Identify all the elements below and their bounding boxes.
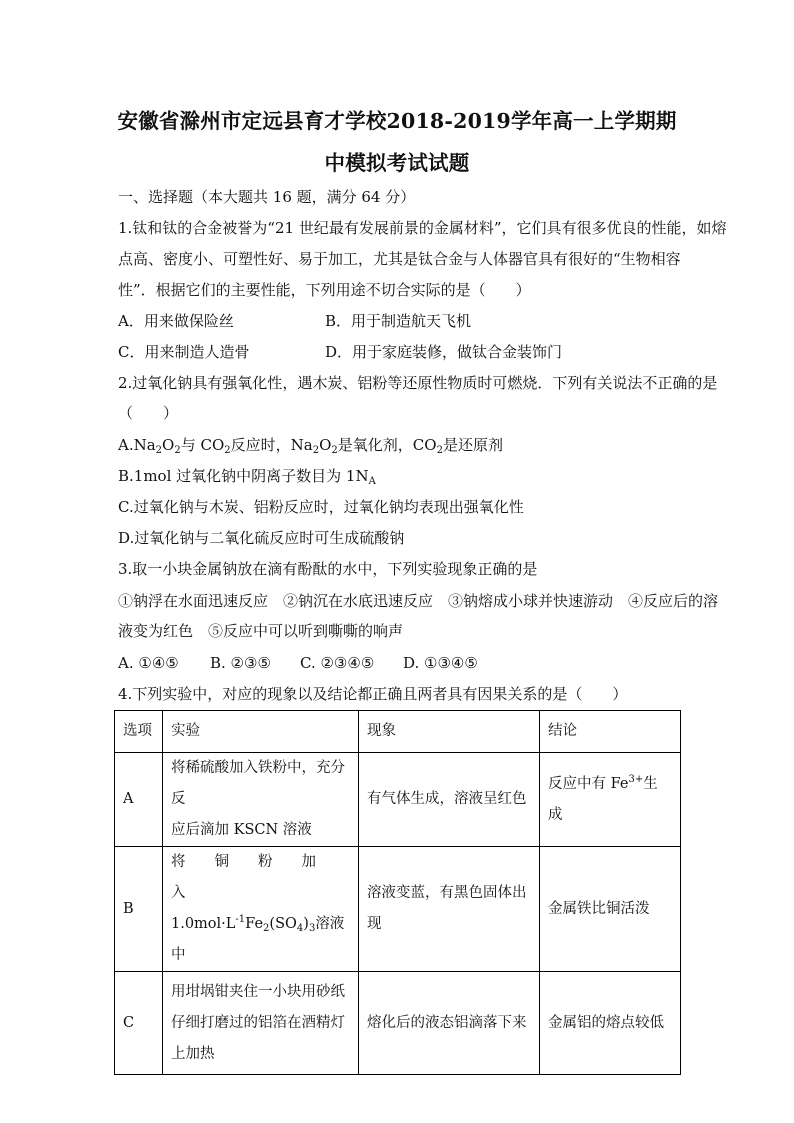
row-b-phenomenon: 溶液变蓝，有黑色固体出现 bbox=[359, 847, 540, 972]
row-a-experiment: 将稀硫酸加入铁粉中，充分反 应后滴加 KSCN 溶液 bbox=[163, 753, 359, 847]
q2-option-b: B.1mol 过氧化钠中阴离子数目为 $1N_A$ bbox=[118, 467, 376, 487]
row-c-experiment: 用坩埚钳夹住一小块用砂纸 仔细打磨过的铝箔在酒精灯 上加热 bbox=[163, 972, 359, 1075]
q1-option-d: D．用于家庭装修，做钛合金装饰门 bbox=[325, 343, 563, 361]
table-header-row bbox=[115, 711, 681, 753]
table-row bbox=[115, 847, 681, 972]
q2-option-a: $A.Na_2O_2$与 $CO_2$反应时，$Na_2O_2$是氧化剂，$CO_2$是还原剂 bbox=[118, 436, 503, 456]
q3-stem-line-2: ①钠浮在水面迅速反应 ②钠沉在水底迅速反应 ③钠熔成小球并快速游动 ④反应后的溶 bbox=[118, 592, 719, 610]
row-c-phenomenon: 熔化后的液态铝滴落下来 bbox=[359, 972, 540, 1075]
row-b-experiment: 将 铜 粉 加 入 $1.0mol\cdot L^{-1}Fe_2(SO_4)_3$溶液中 bbox=[163, 847, 359, 972]
q4-table bbox=[114, 710, 681, 1075]
q2-option-c: C.过氧化钠与木炭、铝粉反应时，过氧化钠均表现出强氧化性 bbox=[118, 498, 524, 516]
row-a-conclusion: 反应中有 $Fe^{3+}$生成 bbox=[540, 753, 681, 847]
section-heading: 一、选择题（本大题共 16 题，满分 64 分） bbox=[118, 188, 416, 206]
q1-stem-line-1: 1.钛和钛的合金被誉为“21 世纪最有发展前景的金属材料”，它们具有很多优良的性能，如熔 bbox=[118, 219, 727, 237]
q1-stem-line-2: 点高、密度小、可塑性好、易于加工，尤其是钛合金与人体器官具有很好的“生物相容 bbox=[118, 250, 681, 268]
row-b-option: B bbox=[115, 847, 163, 972]
row-c-option: C bbox=[115, 972, 163, 1075]
page-title-line-2: 中模拟考试试题 bbox=[324, 151, 470, 175]
header-conclusion: 结论 bbox=[540, 711, 681, 753]
q3-option-b: B. ②③⑤ bbox=[210, 654, 271, 672]
q3-option-a: A. ①④⑤ bbox=[118, 654, 179, 672]
table-row bbox=[115, 753, 681, 847]
q3-stem-line-3: 液变为红色 ⑤反应中可以听到嘶嘶的响声 bbox=[118, 622, 404, 640]
row-b-conclusion: 金属铁比铜活泼 bbox=[540, 847, 681, 972]
q1-option-b: B．用于制造航天飞机 bbox=[325, 312, 472, 330]
q4-stem: 4.下列实验中，对应的现象以及结论都正确且两者具有因果关系的是（ ） bbox=[118, 685, 628, 703]
q1-stem-line-3: 性”．根据它们的主要性能，下列用途不切合实际的是（ ） bbox=[118, 281, 531, 299]
q1-option-a: A．用来做保险丝 bbox=[118, 312, 234, 330]
q3-option-c: C. ②③④⑤ bbox=[300, 654, 375, 672]
row-c-conclusion: 金属铝的熔点较低 bbox=[540, 972, 681, 1075]
header-experiment: 实验 bbox=[163, 711, 359, 753]
q2-option-d: D.过氧化钠与二氧化硫反应时可生成硫酸钠 bbox=[118, 529, 405, 547]
q2-stem-line-1: 2.过氧化钠具有强氧化性，遇木炭、铝粉等还原性物质时可燃烧．下列有关说法不正确的是 bbox=[118, 374, 718, 392]
header-phenomenon: 现象 bbox=[359, 711, 540, 753]
q2-stem-line-2: （ ） bbox=[118, 404, 179, 422]
q1-option-c: C．用来制造人造骨 bbox=[118, 343, 250, 361]
row-a-option: A bbox=[115, 753, 163, 847]
q3-option-d: D. ①③④⑤ bbox=[403, 654, 478, 672]
page-title-line-1: 安徽省滁州市定远县育才学校2018-2019学年高一上学期期 bbox=[117, 109, 677, 133]
q3-stem-line-1: 3.取一小块金属钠放在滴有酚酞的水中，下列实验现象正确的是 bbox=[118, 560, 538, 578]
row-a-phenomenon: 有气体生成，溶液呈红色 bbox=[359, 753, 540, 847]
header-option: 选项 bbox=[115, 711, 163, 753]
table-row bbox=[115, 972, 681, 1075]
